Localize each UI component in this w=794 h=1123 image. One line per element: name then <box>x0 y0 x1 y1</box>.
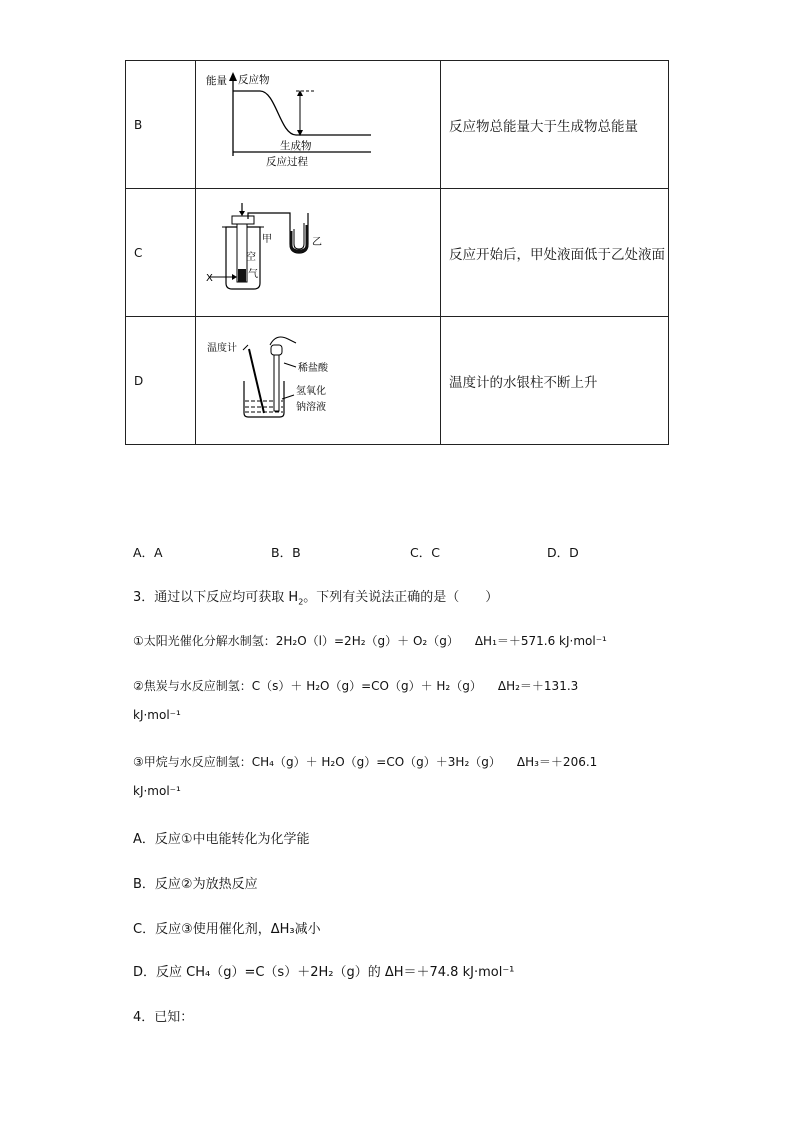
neutralization-apparatus <box>196 317 440 444</box>
option-c: C．C <box>410 545 440 560</box>
label-jia: 甲 <box>262 234 272 245</box>
reactant-label: 反应物 <box>238 74 270 86</box>
option-a: A．A <box>133 545 163 560</box>
q3-option-c: C．反应③使用催化剂，ΔH₃减小 <box>133 922 321 937</box>
label-x: X <box>206 273 213 284</box>
reaction-1: ①太阳光催化分解水制氢：2H₂O（l）=2H₂（g）＋ O₂（g） ΔH₁＝＋571.6 kJ·mol⁻¹ <box>133 634 607 648</box>
naoh-label-1: 氢氧化 <box>296 386 326 397</box>
label-air-2: 气 <box>248 269 258 280</box>
table-row <box>126 61 669 189</box>
q3-option-a: A．反应①中电能转化为化学能 <box>133 832 310 847</box>
q3-stem: 3．通过以下反应均可获取 $H_2$。下列有关说法正确的是（ ） <box>133 590 499 607</box>
q4-stem: 4．已知： <box>133 1010 194 1025</box>
neutralization-cell <box>196 317 441 445</box>
row-description: 反应开始后，甲处液面低于乙处液面 <box>441 189 669 317</box>
energy-axis-label: 能量 <box>206 75 227 87</box>
reaction-2: ②焦炭与水反应制氢：C（s）＋ H₂O（g）=CO（g）＋ H₂（g） ΔH₂＝＋131.3 <box>133 679 579 693</box>
u-tube-apparatus <box>196 189 440 316</box>
row-label: B <box>126 61 196 189</box>
table-row <box>126 317 669 445</box>
apparatus-cell <box>196 189 441 317</box>
row-description: 反应物总能量大于生成物总能量 <box>441 61 669 189</box>
thermometer-label: 温度计 <box>207 343 237 354</box>
reaction-3-unit: kJ·mol⁻¹ <box>133 784 181 798</box>
table-row <box>126 189 669 317</box>
row-description: 温度计的水银柱不断上升 <box>441 317 669 445</box>
q3-option-b: B．反应②为放热反应 <box>133 877 258 892</box>
row-label: C <box>126 189 196 317</box>
q2-options <box>133 543 653 561</box>
acid-label: 稀盐酸 <box>298 363 328 374</box>
reaction-2-unit: kJ·mol⁻¹ <box>133 708 181 722</box>
label-air-1: 空 <box>246 252 256 263</box>
row-label: D <box>126 317 196 445</box>
energy-diagram <box>196 61 440 188</box>
q3-option-d: D．反应 CH₄（g）=C（s）＋2H₂（g）的 ΔH＝＋74.8 kJ·mol⁻¹ <box>133 965 515 980</box>
option-b: B．B <box>271 545 301 560</box>
reaction-process-label: 反应过程 <box>266 156 308 168</box>
energy-diagram-cell <box>196 61 441 189</box>
experiment-table <box>125 60 669 445</box>
naoh-label-2: 钠溶液 <box>296 402 326 413</box>
label-yi: 乙 <box>312 237 322 248</box>
reaction-3: ③甲烷与水反应制氢：CH₄（g）＋ H₂O（g）=CO（g）＋3H₂（g） ΔH₃＝＋206.1 <box>133 755 598 769</box>
option-d: D．D <box>547 545 579 560</box>
product-label: 生成物 <box>280 140 312 152</box>
